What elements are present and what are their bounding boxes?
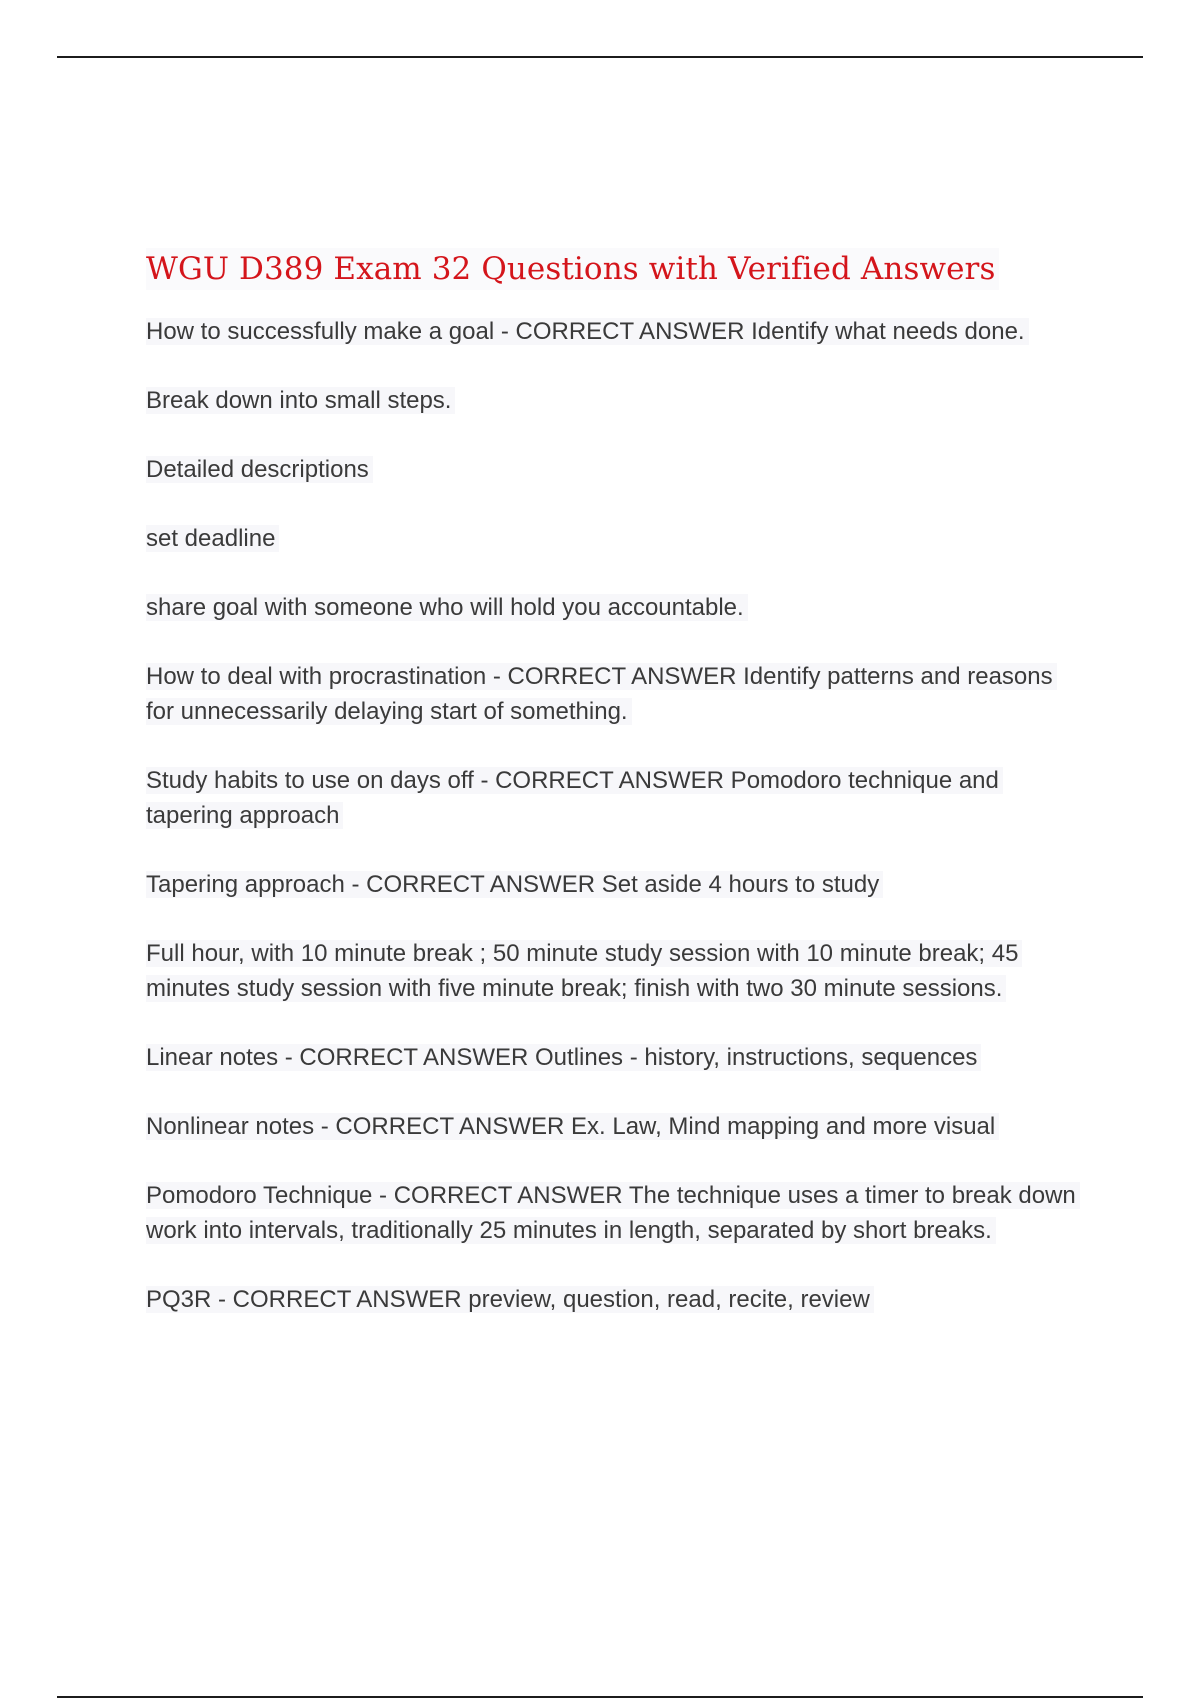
paragraph	[146, 1178, 1086, 1248]
paragraph-text: Tapering approach - CORRECT ANSWER Set aside 4 hours to study	[146, 871, 883, 898]
paragraph	[146, 936, 1086, 1006]
paragraph-text: PQ3R - CORRECT ANSWER preview, question, read, recite, review	[146, 1286, 874, 1313]
paragraph-text: How to deal with procrastination - CORRECT ANSWER Identify patterns and reasons for unnecessarily delaying start of something.	[146, 663, 1057, 725]
top-rule	[57, 56, 1143, 58]
paragraph	[146, 1282, 1086, 1317]
paragraph-text: Break down into small steps.	[146, 387, 455, 414]
paragraph	[146, 314, 1086, 349]
bottom-rule	[57, 1696, 1143, 1698]
paragraph-text: How to successfully make a goal - CORRECT ANSWER Identify what needs done.	[146, 318, 1029, 345]
document-title: WGU D389 Exam 32 Questions with Verified Answers	[146, 248, 999, 290]
paragraph	[146, 659, 1086, 729]
paragraph-text: Detailed descriptions	[146, 456, 373, 483]
paragraph	[146, 452, 1086, 487]
paragraph-text: Nonlinear notes - CORRECT ANSWER Ex. Law, Mind mapping and more visual	[146, 1113, 999, 1140]
paragraph-text: Linear notes - CORRECT ANSWER Outlines - history, instructions, sequences	[146, 1044, 981, 1071]
paragraph	[146, 590, 1086, 625]
paragraph-text: Study habits to use on days off - CORRECT ANSWER Pomodoro technique and tapering approach	[146, 767, 1003, 829]
paragraph	[146, 521, 1086, 556]
paragraph	[146, 383, 1086, 418]
paragraph-text: Full hour, with 10 minute break ; 50 minute study session with 10 minute break; 45 minutes study session with five minute break; finish with two 30 minute sessions.	[146, 940, 1022, 1002]
document-body	[146, 248, 1086, 1351]
paragraph-text: Pomodoro Technique - CORRECT ANSWER The technique uses a timer to break down work into intervals, traditionally 25 minutes in length, separated by short breaks.	[146, 1182, 1080, 1244]
paragraph-text: share goal with someone who will hold you accountable.	[146, 594, 748, 621]
paragraph	[146, 1109, 1086, 1144]
paragraph	[146, 1040, 1086, 1075]
paragraph	[146, 867, 1086, 902]
paragraph-text: set deadline	[146, 525, 279, 552]
paragraph	[146, 763, 1086, 833]
